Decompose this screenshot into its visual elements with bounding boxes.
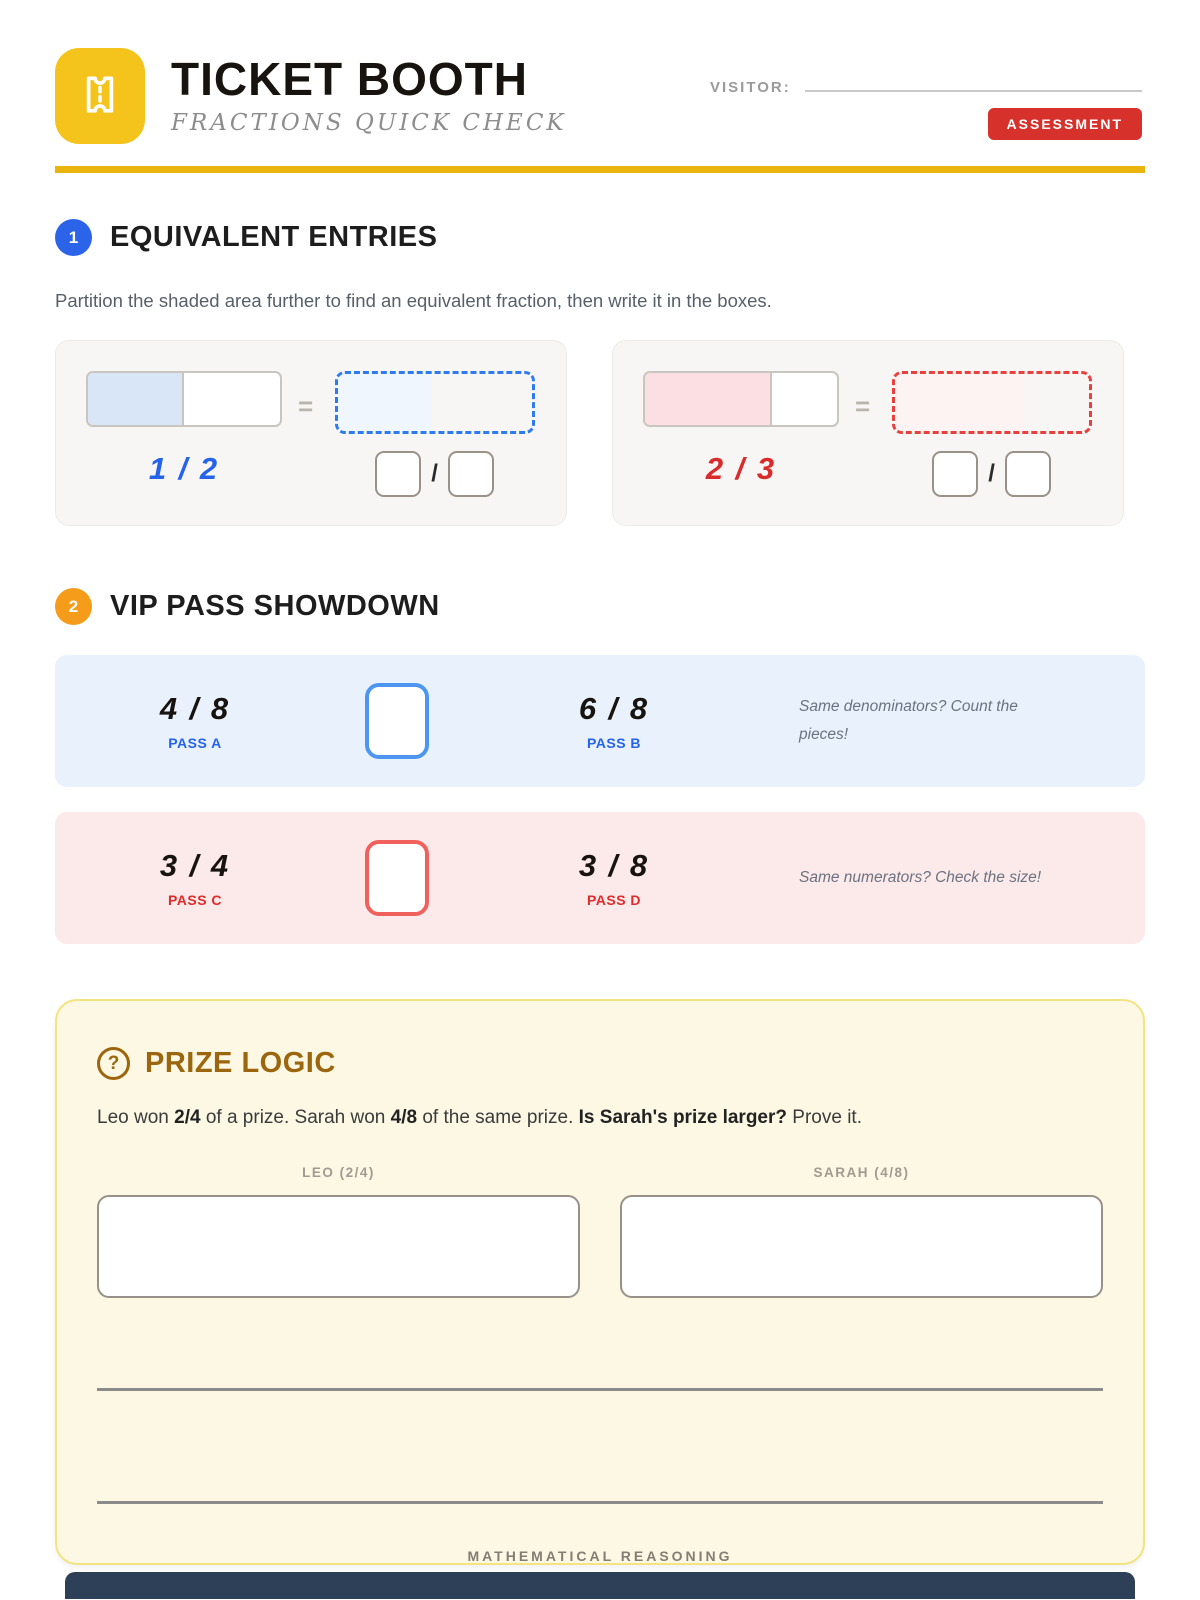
fraction-bar-half <box>86 371 282 427</box>
pass-d-label: PASS D <box>586 892 642 908</box>
pass-d-fraction: 3 / 8 <box>578 848 650 883</box>
pass-a-fraction: 4 / 8 <box>159 691 231 726</box>
question-text: of the same prize. <box>417 1107 579 1128</box>
section2-title: VIP PASS SHOWDOWN <box>110 590 440 622</box>
fraction-bar-block <box>643 371 839 487</box>
section1-title: EQUIVALENT ENTRIES <box>110 221 438 253</box>
equivalent-card-half <box>55 340 567 526</box>
header <box>0 0 1200 144</box>
pass-a-label: PASS A <box>168 735 222 751</box>
denominator-input[interactable] <box>448 451 494 497</box>
assessment-badge: ASSESSMENT <box>988 108 1142 140</box>
answer-block <box>329 371 540 497</box>
prize-logic-panel <box>55 999 1145 1565</box>
section1-heading <box>55 219 1145 256</box>
question-text: Prove it. <box>787 1107 862 1128</box>
hint-numerators: Same numerators? Check the size! <box>799 869 1042 887</box>
sarah-drawing-box[interactable] <box>620 1195 1103 1298</box>
badge-row <box>710 108 1142 140</box>
footer-bar <box>65 1572 1135 1599</box>
pass-b-fraction: 6 / 8 <box>578 691 650 726</box>
shaded-region <box>645 373 772 425</box>
sarah-box-label: SARAH (4/8) <box>813 1165 910 1180</box>
numerator-input[interactable] <box>932 451 978 497</box>
answer-block <box>886 371 1097 497</box>
equivalent-cards <box>55 340 1145 526</box>
comparison-symbol-input-ab[interactable] <box>365 683 429 759</box>
pass-a-block <box>95 691 295 751</box>
brand <box>55 48 567 144</box>
question-bold-prompt: Is Sarah's prize larger? <box>578 1107 787 1128</box>
question-circle-icon: ? <box>97 1047 130 1080</box>
shaded-hint-region <box>895 374 1023 431</box>
page-title: TICKET BOOTH <box>171 53 528 105</box>
section1-number-badge: 1 <box>55 219 92 256</box>
pass-c-label: PASS C <box>167 892 223 908</box>
fraction-slash: / <box>988 460 995 487</box>
ticket-icon <box>74 68 126 125</box>
header-right <box>710 48 1142 140</box>
equals-sign: = <box>298 391 314 421</box>
visitor-name-line[interactable] <box>805 66 1142 92</box>
draw-box-labels <box>97 1165 1103 1180</box>
comparison-row-ab <box>55 655 1145 787</box>
writing-line-2[interactable] <box>97 1501 1103 1504</box>
header-divider <box>55 166 1145 173</box>
comparison-row-cd <box>55 812 1145 944</box>
leo-drawing-box[interactable] <box>97 1195 580 1298</box>
prize-question <box>97 1107 1103 1129</box>
visitor-label: VISITOR: <box>710 79 791 96</box>
equivalent-card-two-thirds <box>612 340 1124 526</box>
question-bold-leo-fraction: 2/4 <box>174 1107 201 1128</box>
pass-c-fraction: 3 / 4 <box>159 848 231 883</box>
pass-c-block <box>95 848 295 908</box>
partition-target-box[interactable] <box>892 371 1092 434</box>
section1-instruction: Partition the shaded area further to find an equivalent fraction, then write it in the boxes. <box>55 290 772 311</box>
section2-heading <box>55 588 1145 625</box>
page-subtitle: FRACTIONS QUICK CHECK <box>171 110 567 136</box>
fraction-slash: / <box>431 460 438 487</box>
question-text: of a prize. Sarah won <box>200 1107 391 1128</box>
comparison-symbol-input-cd[interactable] <box>365 840 429 916</box>
prize-logic-heading <box>97 1047 1103 1080</box>
prize-logic-title: PRIZE LOGIC <box>145 1047 336 1079</box>
answer-inputs <box>932 451 1051 497</box>
section2-number-badge: 2 <box>55 588 92 625</box>
visitor-row <box>710 66 1142 96</box>
partition-target-box[interactable] <box>335 371 535 434</box>
pass-b-label: PASS B <box>586 735 642 751</box>
answer-inputs <box>375 451 494 497</box>
fraction-label: 1 / 2 <box>148 451 220 486</box>
question-bold-sarah-fraction: 4/8 <box>390 1107 418 1128</box>
pass-d-block <box>429 848 799 908</box>
equals-sign: = <box>855 391 871 421</box>
fraction-bar-two-thirds <box>643 371 839 427</box>
logo <box>55 48 145 144</box>
question-text: Leo won <box>97 1107 175 1128</box>
numerator-input[interactable] <box>375 451 421 497</box>
pass-b-block <box>429 691 799 751</box>
reasoning-caption: MATHEMATICAL REASONING <box>467 1548 733 1564</box>
brand-text <box>171 53 567 136</box>
denominator-input[interactable] <box>1005 451 1051 497</box>
shaded-hint-region <box>338 374 431 431</box>
leo-box-label: LEO (2/4) <box>302 1165 375 1180</box>
fraction-label: 2 / 3 <box>705 451 777 486</box>
shaded-region <box>88 373 184 425</box>
fraction-bar-block <box>86 371 282 487</box>
draw-boxes <box>97 1195 1103 1298</box>
hint-denominators: Same denominators? Count the pieces! <box>799 698 1018 743</box>
writing-line-1[interactable] <box>97 1388 1103 1391</box>
